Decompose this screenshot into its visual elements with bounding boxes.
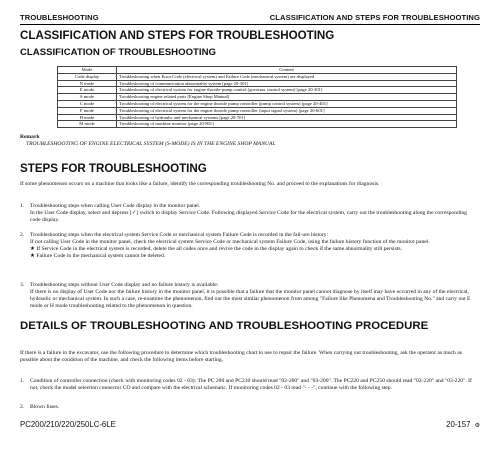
header-section: TROUBLESHOOTING <box>20 13 99 22</box>
star-icon: ★ <box>30 245 36 252</box>
item-number: 2. <box>20 404 25 410</box>
item-text: Troubleshooting steps when calling User Code display in the monitor panel. <box>30 203 201 209</box>
content-cell: Troubleshooting of electrical system for engine throttle-pump control (governor control system) [page 20-301] <box>117 87 457 94</box>
table-row <box>58 94 457 101</box>
mode-cell: Code display <box>58 73 117 80</box>
table-row <box>58 121 457 128</box>
mode-cell: F mode <box>58 107 117 114</box>
gear-icon: ⚙ <box>474 423 480 429</box>
content-cell: Troubleshooting when Error Code (electrical system) and Failure Code (mechanical system) are displayed <box>117 73 457 80</box>
list-item <box>20 203 472 224</box>
content-cell: Troubleshooting of machine monitor [page 20-801] <box>117 121 457 128</box>
table-row <box>58 73 457 80</box>
table-row <box>58 114 457 121</box>
item-text: Condition of controller connection (check with monitoring codes 02 - 03): The PC 200 and PC210 should read "02-200" and "03-200". The PC220 and PC250 should read "02-220" and "03-220". If not, check the model selection connector CO and compare with the electrical schematic. If monitoring codes 02 - 03 read "- - -", continue with the following step. <box>30 378 472 391</box>
list-item <box>20 378 472 392</box>
column-header-mode: Mode <box>58 67 117 74</box>
table-row <box>58 87 457 94</box>
mode-cell: M mode <box>58 121 117 128</box>
item-number: 2. <box>20 232 25 238</box>
column-header-content: Content <box>117 67 457 74</box>
item-text: Blown fuses. <box>30 404 60 410</box>
item-text: Troubleshooting steps without User Code display and no failure history is available: <box>30 282 219 288</box>
remark-title: Remark <box>20 134 40 140</box>
star-note <box>30 253 472 260</box>
mode-cell: N mode <box>58 80 117 87</box>
mode-cell: H mode <box>58 114 117 121</box>
remark-note <box>20 134 276 148</box>
page-title: CLASSIFICATION AND STEPS FOR TROUBLESHOOTING <box>20 29 335 42</box>
content-cell: Troubleshooting of electrical system for the engine throttle pump controller (input signal system) [page 20-601] <box>117 107 457 114</box>
mode-cell: S mode <box>58 94 117 101</box>
classification-table <box>57 66 457 128</box>
page-footer <box>20 420 480 432</box>
table-row <box>58 100 457 107</box>
content-cell: Troubleshooting engine related parts [Engine Shop Manual] <box>117 94 457 101</box>
star-icon: ★ <box>30 252 36 259</box>
table-header-row <box>58 67 457 74</box>
header-chapter: CLASSIFICATION AND STEPS FOR TROUBLESHOOTING <box>269 13 480 22</box>
item-text: If not calling User Code in the monitor panel, check the electrical system Service Code or mechanical system Failure Code, using the failure history function of the monitor panel. <box>30 238 430 245</box>
table-row <box>58 107 457 114</box>
steps-heading: STEPS FOR TROUBLESHOOTING <box>20 162 207 175</box>
table-row <box>58 80 457 87</box>
content-cell: Troubleshooting of communication abnormality system [page 20-301] <box>117 80 457 87</box>
footer-model: PC200/210/220/250LC-6LE <box>20 420 116 429</box>
steps-intro: If some phenomenon occurs on a machine that looks like a failure, identify the corresponding troubleshooting No. and proceed to the explanations for diagnosis. <box>20 181 380 187</box>
item-number: 1. <box>20 378 25 384</box>
item-number: 3. <box>20 282 25 288</box>
item-text: If there is no display of User Code nor the failure history in the monitor panel, it is possible that a failure that the monitor panel cannot diagnose by itself may have occurred in any of the electrical, hydraulic or mechanical system. In such a case, re-examine the phenomenon, find out the most similar phenomenon from among "Failure like Phenomena and Troubleshooting No." and carry out E mode or H mode troubleshooting related to the phenomenon in question. <box>30 288 471 309</box>
list-item <box>20 232 472 260</box>
classification-heading: CLASSIFICATION OF TROUBLESHOOTING <box>20 47 216 58</box>
running-header <box>20 12 480 25</box>
details-heading: DETAILS OF TROUBLESHOOTING AND TROUBLESHOOTING PROCEDURE <box>20 320 429 332</box>
content-cell: Troubleshooting of hydraulic and mechanical systems [page 20-701] <box>117 114 457 121</box>
remark-body: TROUBLESHOOTING OF ENGINE ELECTRICAL SYSTEM (S-MODE) IS IN THE ENGINE SHOP MANUAL <box>26 141 276 147</box>
footer-page <box>446 420 480 429</box>
list-item <box>20 282 472 310</box>
star-note <box>30 246 472 253</box>
content-cell: Troubleshooting of electrical system for the engine throttle pump controller (pump control system) [page 20-401] <box>117 100 457 107</box>
item-text: In the User Code display, select and depress [✓] switch to display Service Code. Following displayed Service Code for the electrical system, carry out the troubleshooting along the corresponding code display. <box>30 209 467 223</box>
star-note-text: If Service Code in the electrical system is recorded, delete the all codes once and revive the code in the display again to check if the same abnormality still persists. <box>36 245 402 252</box>
details-intro: If there is a failure in the excavator, use the following procedure to determine which troubleshooting chart to use to repair the failure. When carrying out troubleshooting, ask the operator as much as possible about the condition of the machine, and check the following items before starting. <box>20 350 462 363</box>
page-number: 20-157 <box>446 420 471 429</box>
star-note-text: Failure Code in the mechanical system cannot be deleted. <box>36 252 166 259</box>
mode-cell: E mode <box>58 87 117 94</box>
item-number: 1. <box>20 203 25 209</box>
item-text: Troubleshooting steps when the electrical system Service Code or mechanical system Failure Code is recorded in the fail-ure history: <box>30 232 329 238</box>
list-item <box>20 404 472 411</box>
mode-cell: C mode <box>58 100 117 107</box>
